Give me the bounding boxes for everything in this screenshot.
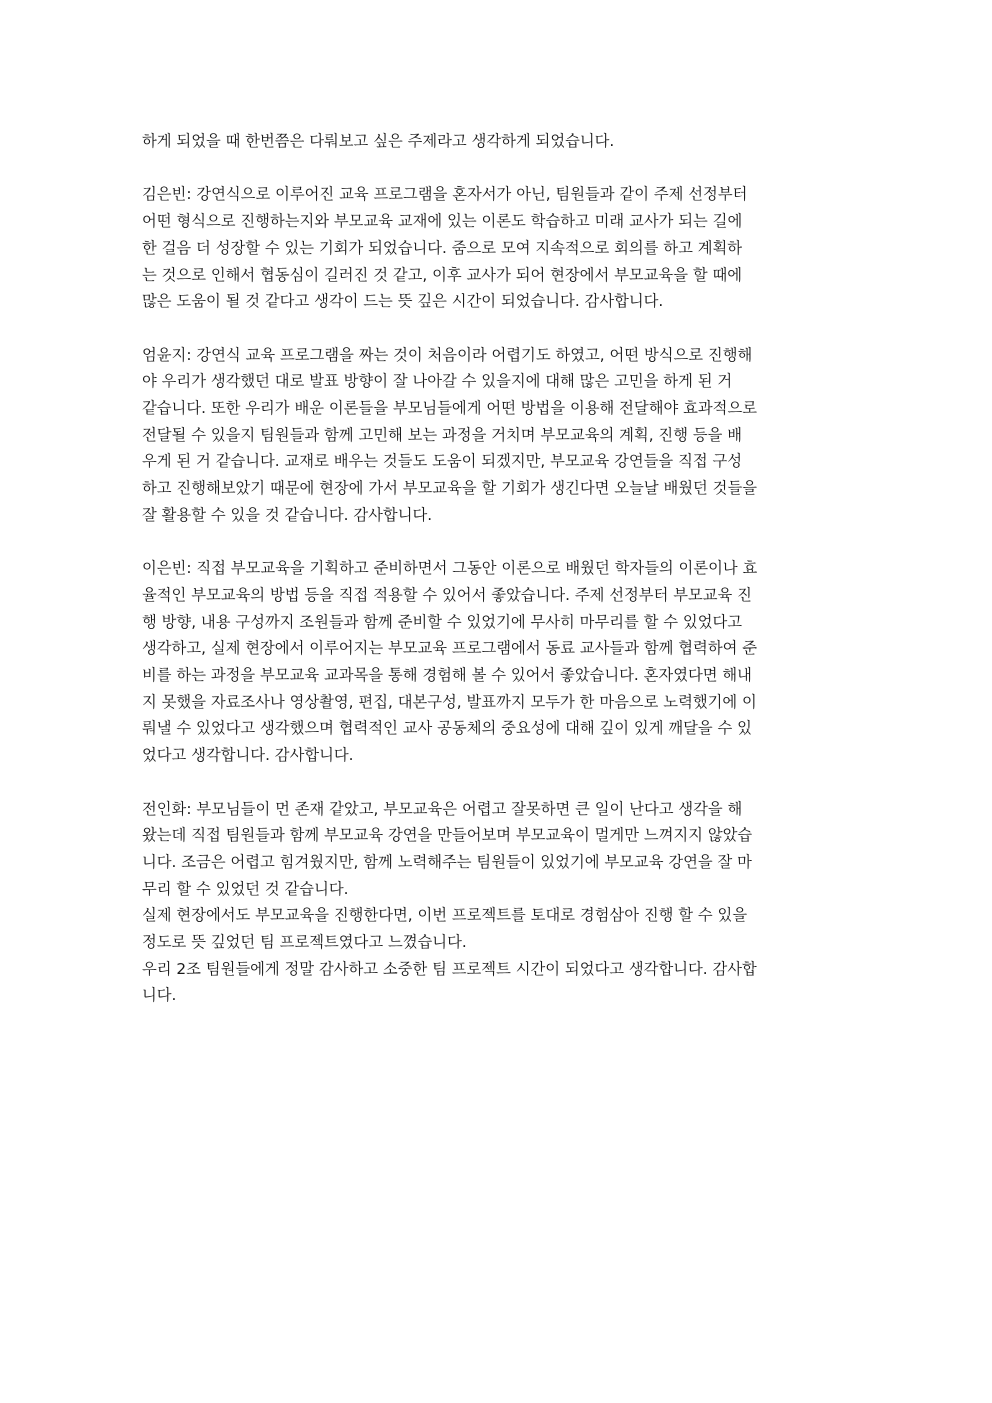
text-line: 전인화: 부모님들이 먼 존재 같았고, 부모교육은 어렵고 잘못하면 큰 일이 난다고 생각을 해 (142, 799, 743, 818)
text-line: 행 방향, 내용 구성까지 조원들과 함께 준비할 수 있었기에 무사히 마무리를 할 수 있었다고 (142, 612, 743, 631)
text-line: 니다. 조금은 어렵고 힘겨웠지만, 함께 노력해주는 팀원들이 있었기에 부모교육 강연을 잘 마 (142, 852, 752, 871)
text-line: 많은 도움이 될 것 같다고 생각이 드는 뜻 깊은 시간이 되었습니다. 감사합니다. (142, 292, 664, 311)
text-line: 잘 활용할 수 있을 것 같습니다. 감사합니다. (142, 505, 433, 524)
text-line: 엄윤지: 강연식 교육 프로그램을 짜는 것이 처음이라 어렵기도 하였고, 어떤 방식으로 진행해 (142, 345, 753, 364)
paragraph-kim-eunbin (142, 181, 850, 315)
text-line: 하게 되었을 때 한번쯤은 다뤄보고 싶은 주제라고 생각하게 되었습니다. (142, 132, 615, 150)
text-line: 율적인 부모교육의 방법 등을 직접 적용할 수 있어서 좋았습니다. 주제 선정부터 부모교육 진 (142, 585, 752, 604)
paragraph-lee-eunbin (142, 555, 850, 769)
text-line: 이은빈: 직접 부모교육을 기획하고 준비하면서 그동안 이론으로 배웠던 학자들의 이론이나 효 (142, 559, 758, 578)
text-line: 우리 2조 팀원들에게 정말 감사하고 소중한 팀 프로젝트 시간이 되었다고 생각합니다. 감사합 (142, 959, 757, 978)
text-line: 같습니다. 또한 우리가 배운 이론들을 부모님들에게 어떤 방법을 이용해 전달해야 효과적으로 (142, 399, 758, 417)
text-line: 야 우리가 생각했던 대로 발표 방향이 잘 나아갈 수 있을지에 대해 많은 고민을 하게 된 거 (142, 372, 733, 391)
paragraph-intro-continuation (142, 128, 850, 155)
text-line: 전달될 수 있을지 팀원들과 함께 고민해 보는 과정을 거치며 부모교육의 계획, 진행 등을 배 (142, 425, 743, 444)
document-body (142, 128, 850, 1009)
text-line: 한 걸음 더 성장할 수 있는 기회가 되었습니다. 줌으로 모여 지속적으로 회의를 하고 계획하 (142, 238, 743, 257)
text-line: 어떤 형식으로 진행하는지와 부모교육 교재에 있는 이론도 학습하고 미래 교사가 되는 길에 (142, 212, 743, 231)
text-line: 김은빈: 강연식으로 이루어진 교육 프로그램을 혼자서가 아닌, 팀원들과 같이 주제 선정부터 (142, 185, 748, 204)
text-line: 실제 현장에서도 부모교육을 진행한다면, 이번 프로젝트를 토대로 경험삼아 진행 할 수 있을 (142, 906, 748, 925)
text-line: 니다. (142, 986, 177, 1005)
text-line: 하고 진행해보았기 때문에 현장에 가서 부모교육을 할 기회가 생긴다면 오늘날 배웠던 것들을 (142, 479, 758, 498)
text-line: 비를 하는 과정을 부모교육 교과목을 통해 경험해 볼 수 있어서 좋았습니다. 혼자였다면 해내 (142, 666, 752, 685)
text-line: 왔는데 직접 팀원들과 함께 부모교육 강연을 만들어보며 부모교육이 멀게만 느껴지지 않았습 (142, 826, 753, 845)
text-line: 생각하고, 실제 현장에서 이루어지는 부모교육 프로그램에서 동료 교사들과 함께 협력하여 준 (142, 639, 758, 658)
text-line: 우게 된 거 같습니다. 교재로 배우는 것들도 도움이 되겠지만, 부모교육 강연들을 직접 구성 (142, 452, 743, 471)
paragraph-eom-yunji (142, 342, 850, 529)
text-line: 는 것으로 인해서 협동심이 길러진 것 같고, 이후 교사가 되어 현장에서 부모교육을 할 때에 (142, 265, 743, 284)
text-line: 지 못했을 자료조사나 영상촬영, 편집, 대본구성, 발표까지 모두가 한 마음으로 노력했기에 이 (142, 692, 757, 711)
paragraph-jeon-inhwa (142, 796, 850, 1010)
text-line: 정도로 뜻 깊었던 팀 프로젝트였다고 느꼈습니다. (142, 933, 467, 952)
text-line: 뤄낼 수 있었다고 생각했으며 협력적인 교사 공동체의 중요성에 대해 깊이 있게 깨달을 수 있 (142, 719, 752, 738)
text-line: 었다고 생각합니다. 감사합니다. (142, 746, 354, 765)
text-line: 무리 할 수 있었던 것 같습니다. (142, 879, 349, 898)
